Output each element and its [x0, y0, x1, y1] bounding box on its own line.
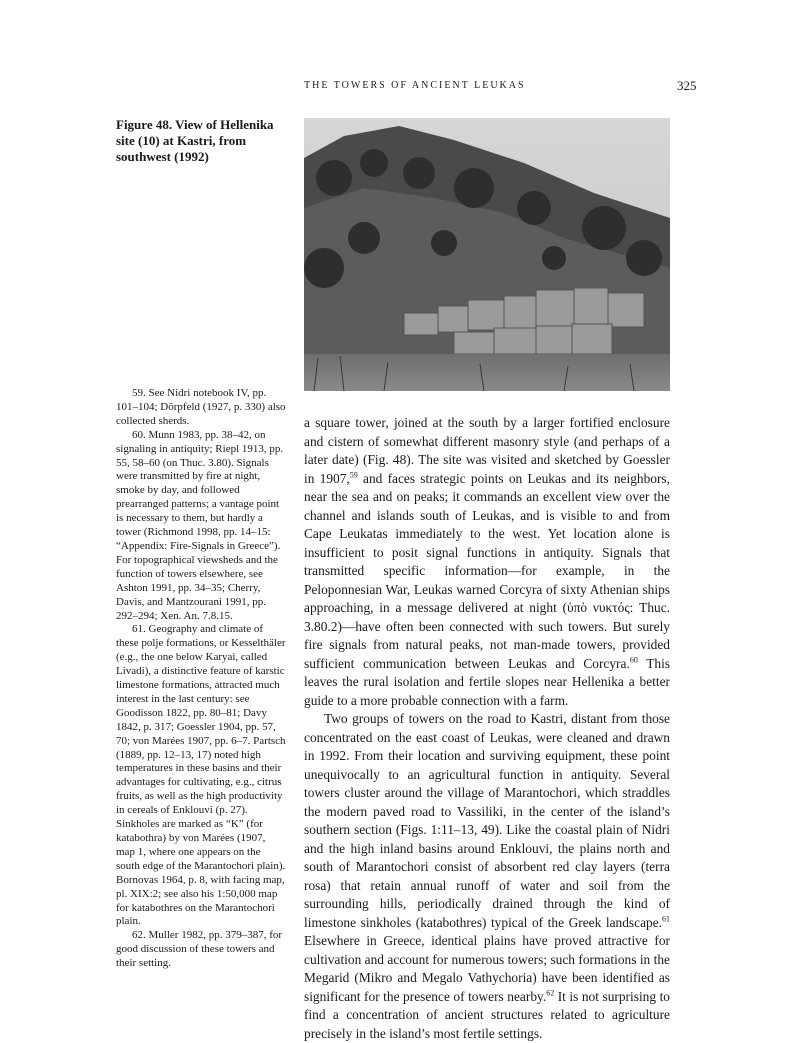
paragraph-2-text-c: It is not surprising to find a concentration of ancient structures related to agriculture precisely in the island’s most fertile settings.: [304, 988, 670, 1041]
page-number: 325: [677, 78, 697, 93]
footnote-ref-60[interactable]: 60: [629, 655, 638, 665]
footnote-ref-62[interactable]: 62: [546, 988, 555, 998]
paragraph-2-text-b: Elsewhere in Greece, identical plains have proved attractive for cultivation and account for numerous towers; such formations in the Megarid (Mikro and Megalo Vathychoria) have been identified as significant for the presence of towers nearby.: [304, 933, 670, 1004]
figure-photo: [304, 118, 670, 391]
footnote-62: 62. Muller 1982, pp. 379–387, for good discussion of these towers and their setting.: [116, 929, 283, 970]
figure-caption: Figure 48. View of Hellenika site (10) at Kastri, from southwest (1992): [116, 117, 274, 164]
body-text: [304, 414, 670, 1043]
footnote-60: 60. Munn 1983, pp. 38–42, on signaling in antiquity; Riepl 1913, pp. 55, 58–60 (on Thuc. 3.80). Signals were transmitted by fire at night, smoke by day, and followed prearranged patterns; a vantage point is necessary to them, but hardly a tower (Richmond 1998, pp. 14–15: “Appendix: Fire-Signals in Greece”). For topographical viewsheds and the function of towers elsewhere, see Ashton 1991, pp. 34–35; Cherry, Davis, and Mantzourani 1991, pp. 292–294; Xen. An. 7.8.15.: [116, 428, 284, 622]
footnote-61: 61. Geography and climate of these polje formations, or Kesselthäler (e.g., the one below Karyai, called Livadi), a distinctive feature of karstic limestone formations, attracted much interest in the last century: see Goodisson 1822, pp. 80–81; Davy 1842, p. 317; Goessler 1904, pp. 57, 70; von Marées 1907, pp. 6–7. Partsch (1889, pp. 12–13, 17) noted high temperatures in these basins and their advantages for cultivating, e.g., citrus fruits, as well as the high productivity in cereals of Enklouvi (p. 27). Sinkholes are marked as “K” (for katabothra) by von Marées (1907, map 1, where one appears on the south edge of the Marantochori plain). Bornovas 1964, p. 8, with facing map, pl. XIX:2; see also his 1:50,000 map for katabothres on the Marantochori plain.: [116, 623, 286, 928]
footnote-59: 59. See Nidri notebook IV, pp. 101–104; Dörpfeld (1927, p. 330) also collected sherds.: [116, 387, 286, 427]
paragraph-2: [304, 710, 670, 1043]
paragraph-2-text-a: Two groups of towers on the road to Kastri, distant from those concentrated on the east coast of Leukas, were cleaned and drawn in 1992. From their location and surviving equipment, these point unequivocally to an agricultural function in antiquity. Several towers cluster around the village of Marantochori, which straddles the modern paved road to Vassiliki, in the center of the island’s southern section (Figs. 1:11–13, 49). Like the coastal plain of Nidri and the high inland basins around Enklouvi, the plains north and south of Marantochori consist of absorbent red clay layers (terra rosa) that retain annual runoff of water and soil from the surrounding hills, periodically drained through the kind of limestone sinkholes (katabothres) typical of the Greek landscape.: [304, 711, 670, 930]
paragraph-1-text-a: a square tower, joined at the south by a larger fortified enclosure and cistern of somewhat different masonry style (and perhaps of a later date) (Fig. 48). The site was visited and sketched by Goessler in 1907,: [304, 415, 670, 486]
paragraph-1-text-b: and faces strategic points on Leukas and its neighbors, near the sea and on peaks; it commands an excellent view over the channel and islands south of Leukas, and is visible to and from Cape Leukatas immediately to the west. Yet location alone is insufficient to posit signal functions in antiquity. Signals that transmitted specific information—for example, in the Peloponnesian War, Leukas warned Corcyra of sixty Athenian ships approaching, in a message delivered at night (ὑπὸ νυκτός: Thuc. 3.80.2)—have often been connected with such towers. But surely fire signals from natural peaks, not man-made towers, provided sufficient communication between Leukas and Corcyra.: [304, 470, 670, 671]
footnote-ref-59[interactable]: 59: [349, 470, 358, 480]
paragraph-1: [304, 414, 670, 710]
paragraph-1-text-c: This leaves the rural isolation and fertile slopes near Hellenika a better guide to a more probable connection with a farm.: [304, 655, 670, 708]
running-head: THE TOWERS OF ANCIENT LEUKAS: [304, 80, 526, 91]
footnote-ref-61[interactable]: 61: [662, 914, 670, 924]
footnotes-column: [116, 387, 286, 971]
